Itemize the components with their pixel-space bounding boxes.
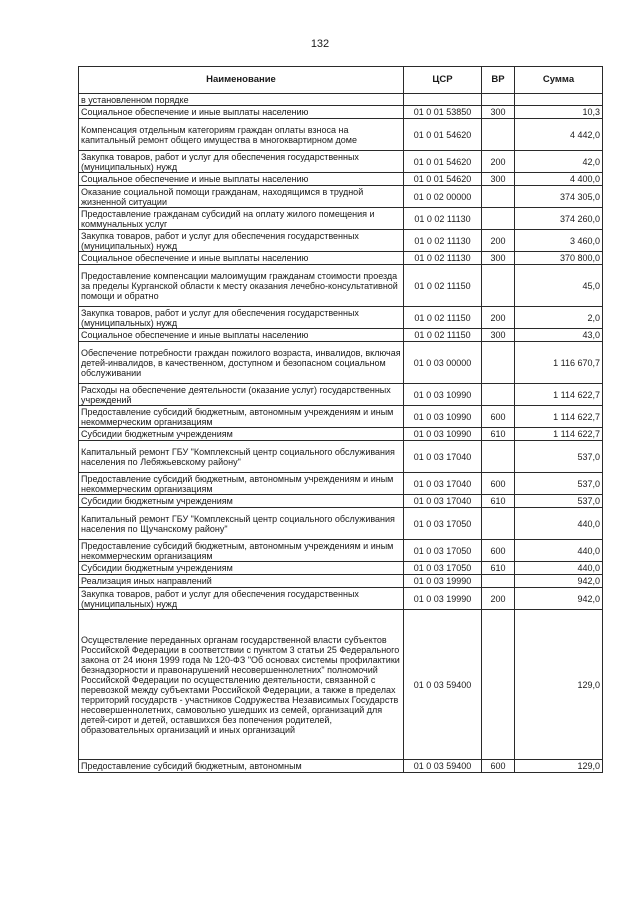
cell-csr: 01 0 03 10990 [404, 384, 482, 406]
table-row [79, 106, 603, 119]
cell-csr: 01 0 02 00000 [404, 186, 482, 208]
cell-csr: 01 0 02 11150 [404, 329, 482, 342]
cell-name: Социальное обеспечение и иные выплаты населению [79, 173, 404, 186]
cell-csr: 01 0 01 54620 [404, 119, 482, 151]
header-name: Наименование [79, 67, 404, 94]
cell-csr: 01 0 01 54620 [404, 151, 482, 173]
cell-vr: 610 [482, 495, 515, 508]
table-row [79, 119, 603, 151]
cell-csr: 01 0 01 53850 [404, 106, 482, 119]
table-row [79, 230, 603, 252]
table-row [79, 562, 603, 575]
cell-csr: 01 0 03 19990 [404, 588, 482, 610]
table-row [79, 307, 603, 329]
cell-vr [482, 384, 515, 406]
table-row [79, 151, 603, 173]
table-row [79, 186, 603, 208]
table-row [79, 265, 603, 307]
cell-sum: 4 400,0 [515, 173, 603, 186]
cell-vr [482, 119, 515, 151]
cell-csr: 01 0 02 11130 [404, 252, 482, 265]
cell-csr: 01 0 03 17050 [404, 562, 482, 575]
cell-sum: 1 116 670,7 [515, 342, 603, 384]
cell-name: Социальное обеспечение и иные выплаты населению [79, 252, 404, 265]
cell-vr: 600 [482, 406, 515, 428]
cell-name: Предоставление субсидий бюджетным, автономным учреждениям и иным некоммерческим организациям [79, 473, 404, 495]
cell-sum [515, 94, 603, 106]
cell-csr: 01 0 03 00000 [404, 342, 482, 384]
table-row [79, 329, 603, 342]
table-row [79, 94, 603, 106]
cell-name: Социальное обеспечение и иные выплаты населению [79, 106, 404, 119]
cell-name: Закупка товаров, работ и услуг для обеспечения государственных (муниципальных) нужд [79, 307, 404, 329]
cell-vr: 300 [482, 252, 515, 265]
cell-sum: 440,0 [515, 540, 603, 562]
table-row [79, 540, 603, 562]
cell-sum: 440,0 [515, 508, 603, 540]
cell-vr: 600 [482, 473, 515, 495]
table-row [79, 760, 603, 773]
header-csr: ЦСР [404, 67, 482, 94]
cell-csr: 01 0 03 10990 [404, 428, 482, 441]
cell-csr: 01 0 03 59400 [404, 760, 482, 773]
table-row [79, 173, 603, 186]
table-body [79, 94, 603, 773]
cell-vr [482, 441, 515, 473]
cell-vr [482, 610, 515, 760]
cell-vr: 610 [482, 562, 515, 575]
cell-sum: 129,0 [515, 760, 603, 773]
cell-vr: 300 [482, 173, 515, 186]
header-vr: ВР [482, 67, 515, 94]
cell-sum: 942,0 [515, 575, 603, 588]
table-row [79, 610, 603, 760]
cell-csr: 01 0 03 17040 [404, 495, 482, 508]
cell-csr: 01 0 02 11150 [404, 307, 482, 329]
cell-vr [482, 575, 515, 588]
cell-vr: 200 [482, 151, 515, 173]
cell-csr: 01 0 02 11130 [404, 208, 482, 230]
cell-sum: 129,0 [515, 610, 603, 760]
cell-name: Компенсация отдельным категориям граждан оплаты взноса на капитальный ремонт общего имущества в многоквартирном доме [79, 119, 404, 151]
cell-name: Капитальный ремонт ГБУ "Комплексный центр социального обслуживания населения по Щучанскому району" [79, 508, 404, 540]
cell-vr [482, 342, 515, 384]
cell-vr [482, 186, 515, 208]
table-row [79, 406, 603, 428]
cell-vr: 300 [482, 329, 515, 342]
cell-name: Субсидии бюджетным учреждениям [79, 495, 404, 508]
cell-sum: 3 460,0 [515, 230, 603, 252]
cell-sum: 537,0 [515, 441, 603, 473]
cell-csr: 01 0 02 11130 [404, 230, 482, 252]
cell-vr: 610 [482, 428, 515, 441]
cell-sum: 374 305,0 [515, 186, 603, 208]
cell-vr [482, 265, 515, 307]
cell-name: Расходы на обеспечение деятельности (оказание услуг) государственных учреждений [79, 384, 404, 406]
budget-table [78, 66, 603, 773]
cell-vr: 200 [482, 230, 515, 252]
cell-name: Субсидии бюджетным учреждениям [79, 562, 404, 575]
cell-name: Предоставление гражданам субсидий на оплату жилого помещения и коммунальных услуг [79, 208, 404, 230]
cell-sum: 537,0 [515, 495, 603, 508]
page-number: 132 [310, 38, 330, 50]
cell-vr: 200 [482, 588, 515, 610]
cell-name: Социальное обеспечение и иные выплаты населению [79, 329, 404, 342]
cell-vr [482, 208, 515, 230]
table-header-row [79, 67, 603, 94]
table-row [79, 508, 603, 540]
cell-name: Предоставление субсидий бюджетным, автономным учреждениям и иным некоммерческим организациям [79, 406, 404, 428]
cell-sum: 4 442,0 [515, 119, 603, 151]
table-row [79, 441, 603, 473]
table-row [79, 428, 603, 441]
table-row [79, 384, 603, 406]
cell-sum: 42,0 [515, 151, 603, 173]
cell-sum: 2,0 [515, 307, 603, 329]
cell-vr [482, 94, 515, 106]
cell-name: Предоставление субсидий бюджетным, автономным учреждениям и иным некоммерческим организациям [79, 540, 404, 562]
cell-vr: 200 [482, 307, 515, 329]
cell-sum: 370 800,0 [515, 252, 603, 265]
cell-name: в установленном порядке [79, 94, 404, 106]
cell-sum: 440,0 [515, 562, 603, 575]
cell-sum: 10,3 [515, 106, 603, 119]
cell-name: Оказание социальной помощи гражданам, находящимся в трудной жизненной ситуации [79, 186, 404, 208]
cell-csr: 01 0 03 59400 [404, 610, 482, 760]
cell-sum: 1 114 622,7 [515, 428, 603, 441]
cell-name: Предоставление компенсации малоимущим гражданам стоимости проезда за пределы Курганской области к месту оказания лечебно-консультативной помощи и обратно [79, 265, 404, 307]
header-sum: Сумма [515, 67, 603, 94]
cell-sum: 374 260,0 [515, 208, 603, 230]
cell-sum: 537,0 [515, 473, 603, 495]
cell-name: Закупка товаров, работ и услуг для обеспечения государственных (муниципальных) нужд [79, 230, 404, 252]
table-row [79, 252, 603, 265]
cell-sum: 942,0 [515, 588, 603, 610]
table-row [79, 208, 603, 230]
table-row [79, 342, 603, 384]
cell-vr: 300 [482, 106, 515, 119]
table-row [79, 473, 603, 495]
table-row [79, 575, 603, 588]
cell-csr: 01 0 03 17050 [404, 540, 482, 562]
cell-name: Капитальный ремонт ГБУ "Комплексный центр социального обслуживания населения по Лебяжьевскому району" [79, 441, 404, 473]
cell-vr [482, 508, 515, 540]
cell-name: Обеспечение потребности граждан пожилого возраста, инвалидов, включая детей-инвалидов, в качественном, доступном и безопасном социальном обслуживании [79, 342, 404, 384]
cell-vr: 600 [482, 760, 515, 773]
cell-sum: 43,0 [515, 329, 603, 342]
cell-name: Закупка товаров, работ и услуг для обеспечения государственных (муниципальных) нужд [79, 151, 404, 173]
cell-sum: 1 114 622,7 [515, 406, 603, 428]
cell-csr: 01 0 03 10990 [404, 406, 482, 428]
cell-csr: 01 0 01 54620 [404, 173, 482, 186]
cell-csr: 01 0 02 11150 [404, 265, 482, 307]
cell-sum: 45,0 [515, 265, 603, 307]
cell-name: Предоставление субсидий бюджетным, автономным [79, 760, 404, 773]
cell-csr: 01 0 03 19990 [404, 575, 482, 588]
cell-name: Осуществление переданных органам государственной власти субъектов Российской Федерации в соответствии с пунктом 3 статьи 25 Федерального закона от 24 июня 1999 года № 120-ФЗ "Об основах системы профилактики безнадзорности и правонарушений несовершеннолетних" полномочий Российской Федерации по осуществлению деятельности, связанной с перевозкой между субъектами Российской Федерации, а также в пределах территорий государств - участников Содружества Независимых Государств несовершеннолетних, самовольно ушедших из семей, организаций для детей-сирот и детей, оставшихся без попечения родителей, образовательных организаций и иных организаций [79, 610, 404, 760]
table-row [79, 588, 603, 610]
cell-csr: 01 0 03 17050 [404, 508, 482, 540]
cell-name: Закупка товаров, работ и услуг для обеспечения государственных (муниципальных) нужд [79, 588, 404, 610]
cell-csr: 01 0 03 17040 [404, 441, 482, 473]
cell-sum: 1 114 622,7 [515, 384, 603, 406]
cell-vr: 600 [482, 540, 515, 562]
table-row [79, 495, 603, 508]
cell-csr: 01 0 03 17040 [404, 473, 482, 495]
cell-name: Субсидии бюджетным учреждениям [79, 428, 404, 441]
cell-csr [404, 94, 482, 106]
cell-name: Реализация иных направлений [79, 575, 404, 588]
